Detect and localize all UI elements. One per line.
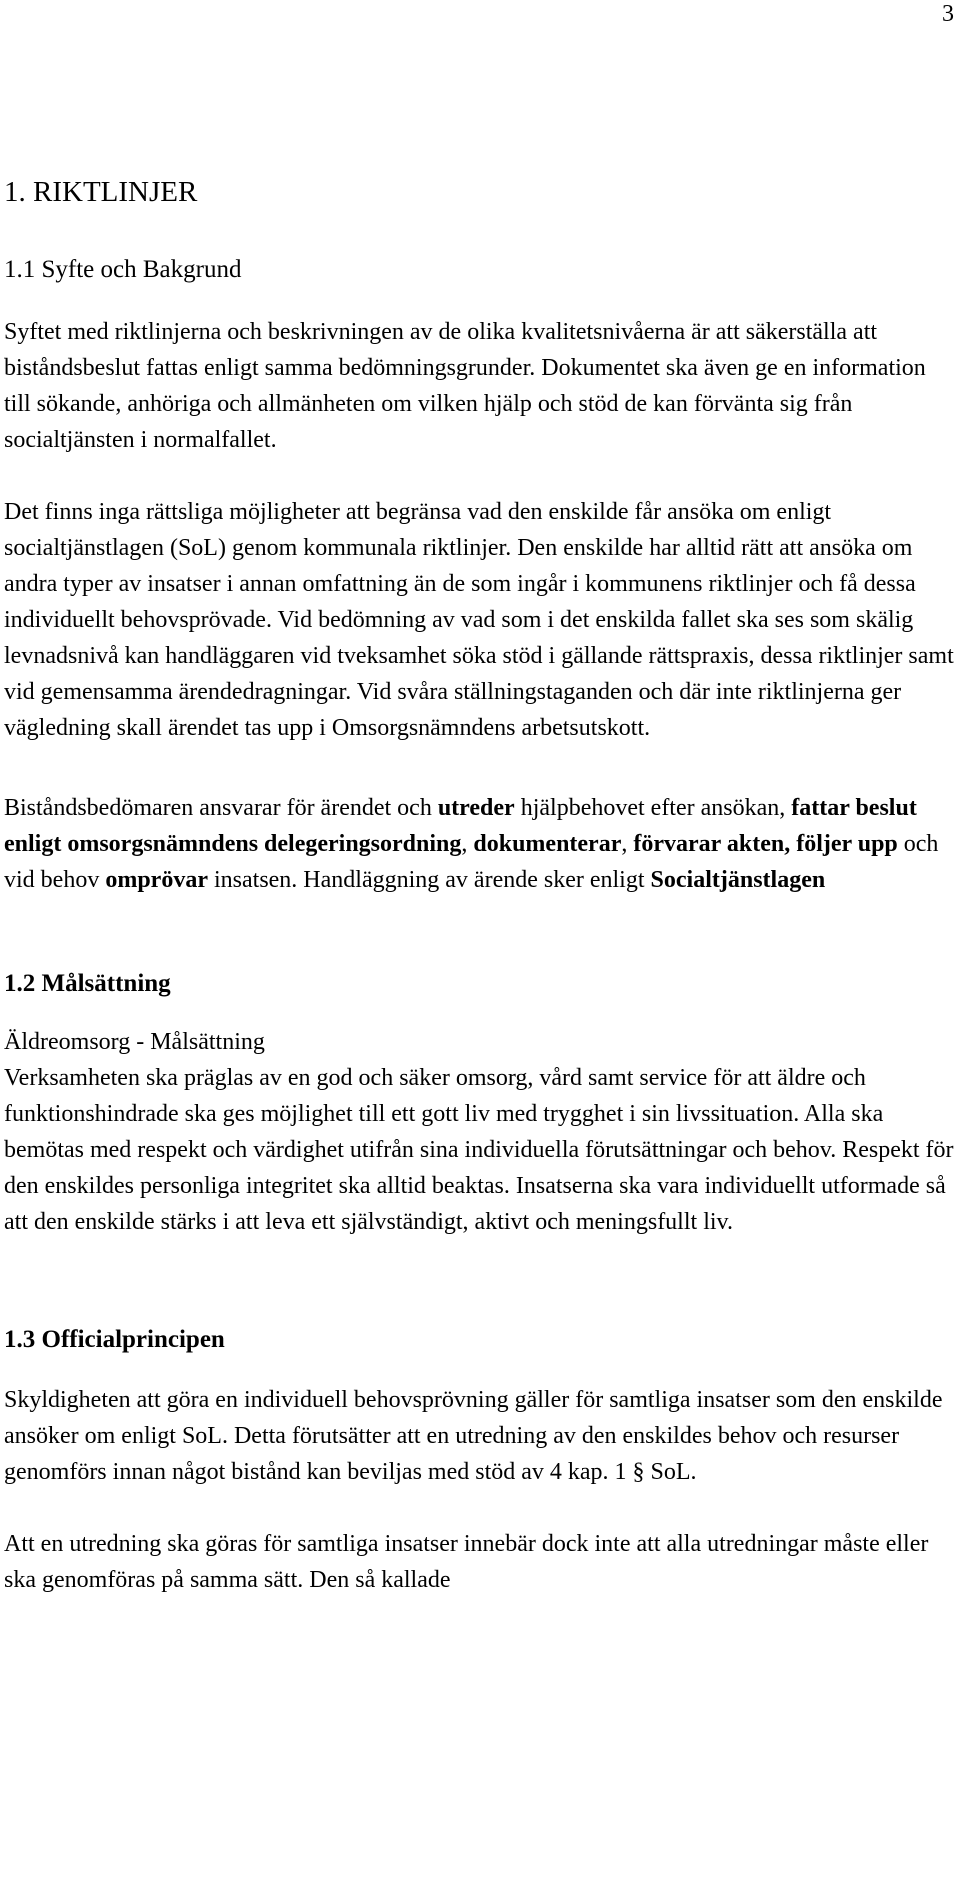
text-run: och vid behov (4, 831, 939, 893)
section-1-2-subtitle: Äldreomsorg - Målsättning (4, 1029, 265, 1055)
section-1-3-paragraph-1 (4, 1382, 954, 1490)
section-1-1-paragraph-2 (4, 494, 954, 746)
bold-run: omprövar (105, 867, 208, 893)
page-number: 3 (942, 1, 954, 27)
bold-run: fattar beslut enligt omsorgsnämndens delegeringsordning (4, 795, 917, 857)
paragraph-text: Syftet med riktlinjerna och beskrivningen av de olika kvalitetsnivåerna är att säkerställa att biståndsbeslut fattas enligt samma bedömningsgrunder. Dokumentet ska även ge en information till sökande, anhöriga och allmänheten om vilken hjälp och stöd de kan förvänta sig från socialtjänsten i normalfallet. (4, 319, 926, 453)
text-run: insatsen. Handläggning av ärende sker enligt (207, 867, 651, 893)
paragraph-text: Skyldigheten att göra en individuell behovsprövning gäller för samtliga insatser som den enskilde ansöker om enligt SoL. Detta förutsätter att en utredning av den enskildes behov och resurser genomförs innan något bistånd kan beviljas med stöd av 4 kap. 1 § SoL. (4, 1387, 943, 1485)
text-run: , (461, 831, 474, 857)
text-run: , (621, 831, 634, 857)
section-1-1-paragraph-1 (4, 314, 954, 458)
text-run: hjälpbehovet efter ansökan, (514, 795, 792, 821)
paragraph-text: Att en utredning ska göras för samtliga insatser innebär dock inte att alla utredningar måste eller ska genomföras på samma sätt. Den så kallade (4, 1531, 929, 1593)
bold-run: Socialtjänstlagen (650, 867, 826, 893)
chapter-heading: 1. RIKTLINJER (4, 176, 198, 208)
paragraph-text: Det finns inga rättsliga möjligheter att begränsa vad den enskilde får ansöka om enligt socialtjänstlagen (SoL) genom kommunala riktlinjer. Den enskilde har alltid rätt att ansöka om andra typer av insatser i annan omfattning än de som ingår i kommunens riktlinjer och få dessa individuellt behovsprövade. Vid bedömning av vad som i det enskilda fallet ska ses som skälig levnadsnivå kan handläggaren vid tveksamhet söka stöd i gällande rättspraxis, dessa riktlinjer samt vid gemensamma ärendedragningar. Vid svåra ställningstaganden och där inte riktlinjerna ger vägledning skall ärendet tas upp i Omsorgsnämndens arbetsutskott. (4, 499, 954, 741)
section-1-3-paragraph-2 (4, 1526, 954, 1598)
bold-run: utreder (437, 795, 515, 821)
bold-run: dokumenterar (473, 831, 622, 857)
section-1-2-heading: 1.2 Målsättning (4, 970, 171, 997)
paragraph-text: Verksamheten ska präglas av en god och säker omsorg, vård samt service för att äldre och funktionshindrade ska ges möjlighet till ett gott liv med trygghet i sin livssituation. Alla ska bemötas med respekt och värdighet utifrån sina individuella förutsättningar och behov. Respekt för den enskildes personliga integritet ska alltid beaktas. Insatserna ska vara individuellt utformade så att den enskilde stärks i att leva ett självständigt, aktivt och meningsfullt liv. (4, 1065, 954, 1235)
section-1-3-heading: 1.3 Officialprincipen (4, 1326, 225, 1353)
section-1-2-paragraph-1 (4, 1060, 954, 1240)
text-run: Biståndsbedömaren ansvarar för ärendet och (4, 795, 438, 821)
bold-run: förvarar akten, följer upp (633, 831, 898, 857)
section-1-1-paragraph-3 (4, 790, 954, 898)
paragraph-text (4, 790, 954, 898)
section-1-1-heading: 1.1 Syfte och Bakgrund (4, 256, 242, 283)
